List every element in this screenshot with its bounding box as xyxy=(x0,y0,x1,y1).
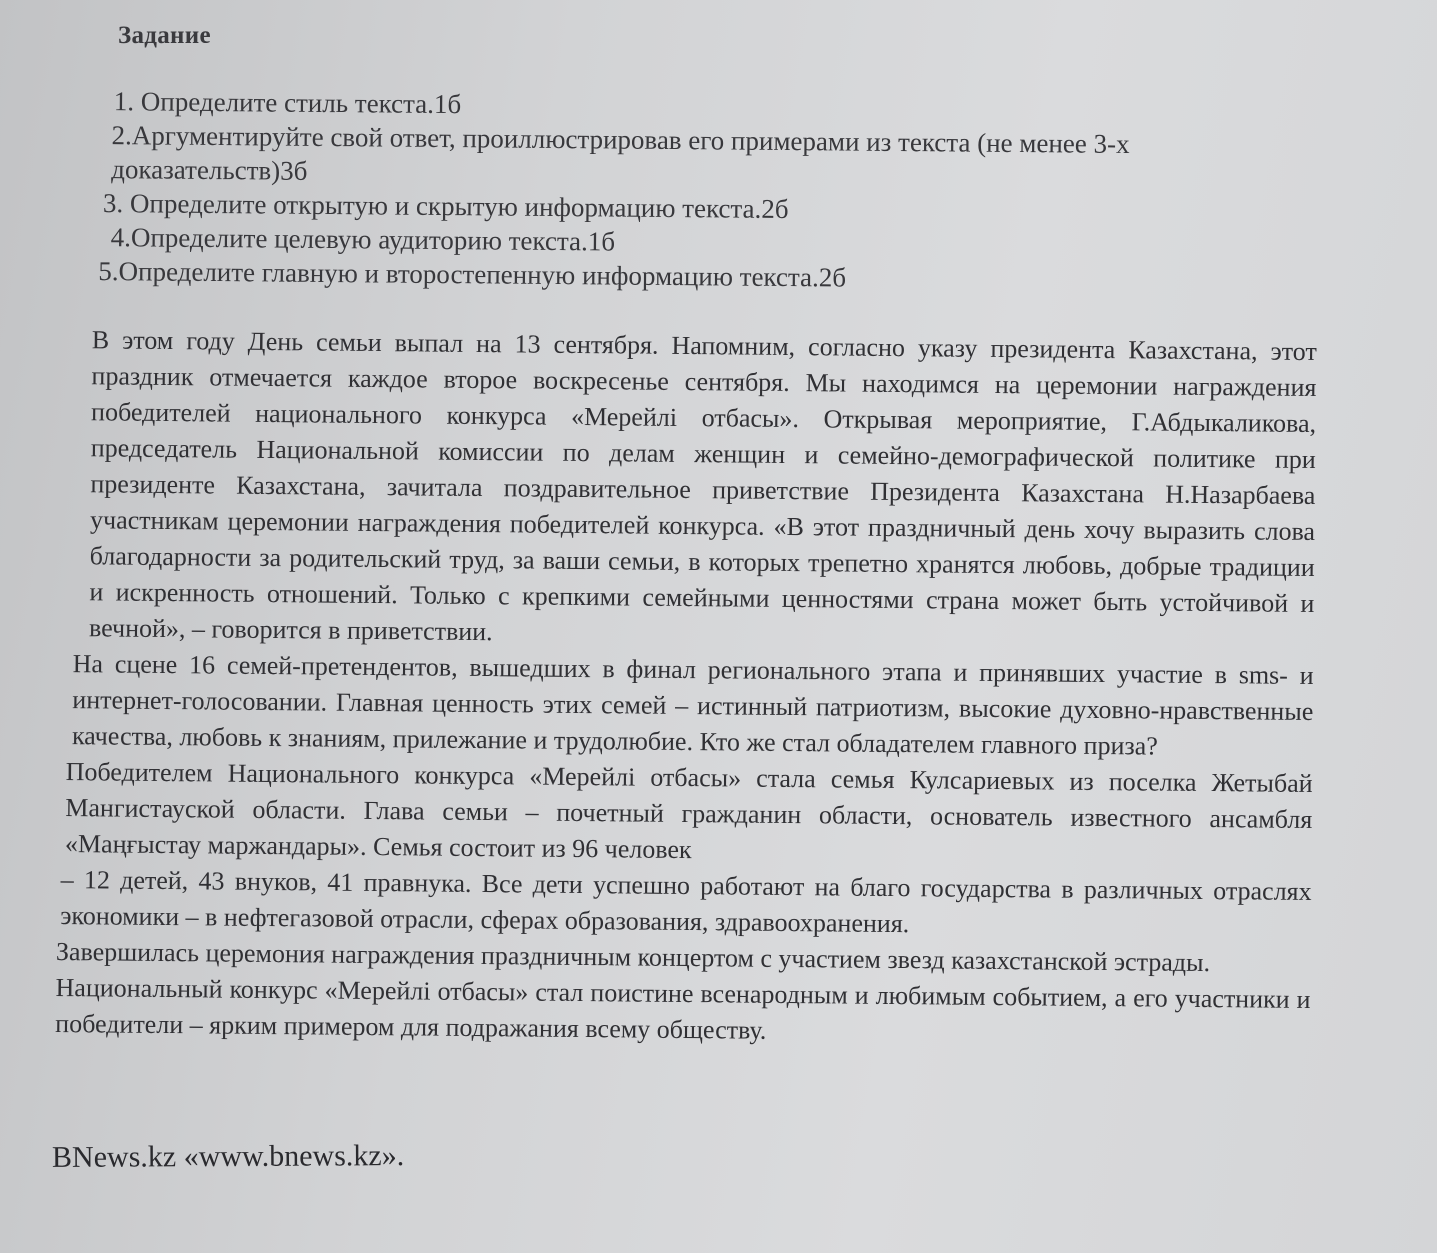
task-item-4: 4.Определите целевую аудиторию текста.1б xyxy=(110,222,616,257)
task-item-3: 3. Определите открытую и скрытую информацию текста.2б xyxy=(102,188,789,225)
article-text xyxy=(55,322,1317,1054)
article-paragraph-4: – 12 детей, 43 внуков, 41 правнука. Все дети успешно работают на благо государства в различных отраслях экономики – в нефтегазовой отрасли, сферах образования, здравоохранения. xyxy=(60,865,1312,939)
article-paragraph-3: Победителем Национального конкурса «Мерейлі отбасы» стала семья Кулсариевых из поселка Жетыбай Мангистауской области. Глава семьи – почетный гражданин области, основатель известного ансамбля «Маңғыстау маржандары». Семья состоит из 96 человек xyxy=(64,757,1313,865)
task-item-2: 2.Аргументируйте свой ответ, проиллюстрировав его примерами из текста (не менее 3-х доказательств)3б xyxy=(111,120,1130,186)
article-paragraph-5: Завершилась церемония награждения праздничным концертом с участием звезд казахстанской эстрады. xyxy=(55,936,1211,978)
article-paragraph-6: Национальный конкурс «Мерейлі отбасы» стал поистине всенародным и любимым событием, а его участники и победители – ярким примером для подражания всему обществу. xyxy=(55,972,1311,1045)
task-item-1: 1. Определите стиль текста.1б xyxy=(113,86,462,120)
task-item-5: 5.Определите главную и второстепенную информацию текста.2б xyxy=(98,255,847,293)
assignment-heading: Задание xyxy=(118,22,211,49)
source-citation: BNews.kz «www.bnews.kz». xyxy=(51,1139,405,1174)
article-paragraph-2: На сцене 16 семей-претендентов, вышедших в финал регионального этапа и принявших участие в sms- и интернет-голосовании. Главная ценность этих семей – истинный патриотизм, высокие духовно-нравственные качества, любовь к знаниям, прилежание и трудолюбие. Кто же стал обладателем главного приза? xyxy=(71,649,1314,761)
article-paragraph-1: В этом году День семьи выпал на 13 сентября. Напомним, согласно указу президента Казахстана, этот праздник отмечается каждое второе воскресенье сентября. Мы находимся на церемонии награждения победителей национального конкурса «Мерейлі отбасы». Открывая мероприятие, Г.Абдыкаликова, председатель Национальной комиссии по делам женщин и семейно-демографической политике при президенте Казахстана, зачитала поздравительное приветствие Президента Казахстана Н.Назарбаева участникам церемонии награждения победителей конкурса. «В этот праздничный день хочу выразить слова благодарности за родительский труд, за ваши семьи, в которых трепетно хранятся любовь, добрые традиции и искренность отношений. Только с крепкими семейными ценностями страна может быть устойчивой и вечной», – говорится в приветствии. xyxy=(88,325,1317,647)
task-list xyxy=(98,84,1300,298)
